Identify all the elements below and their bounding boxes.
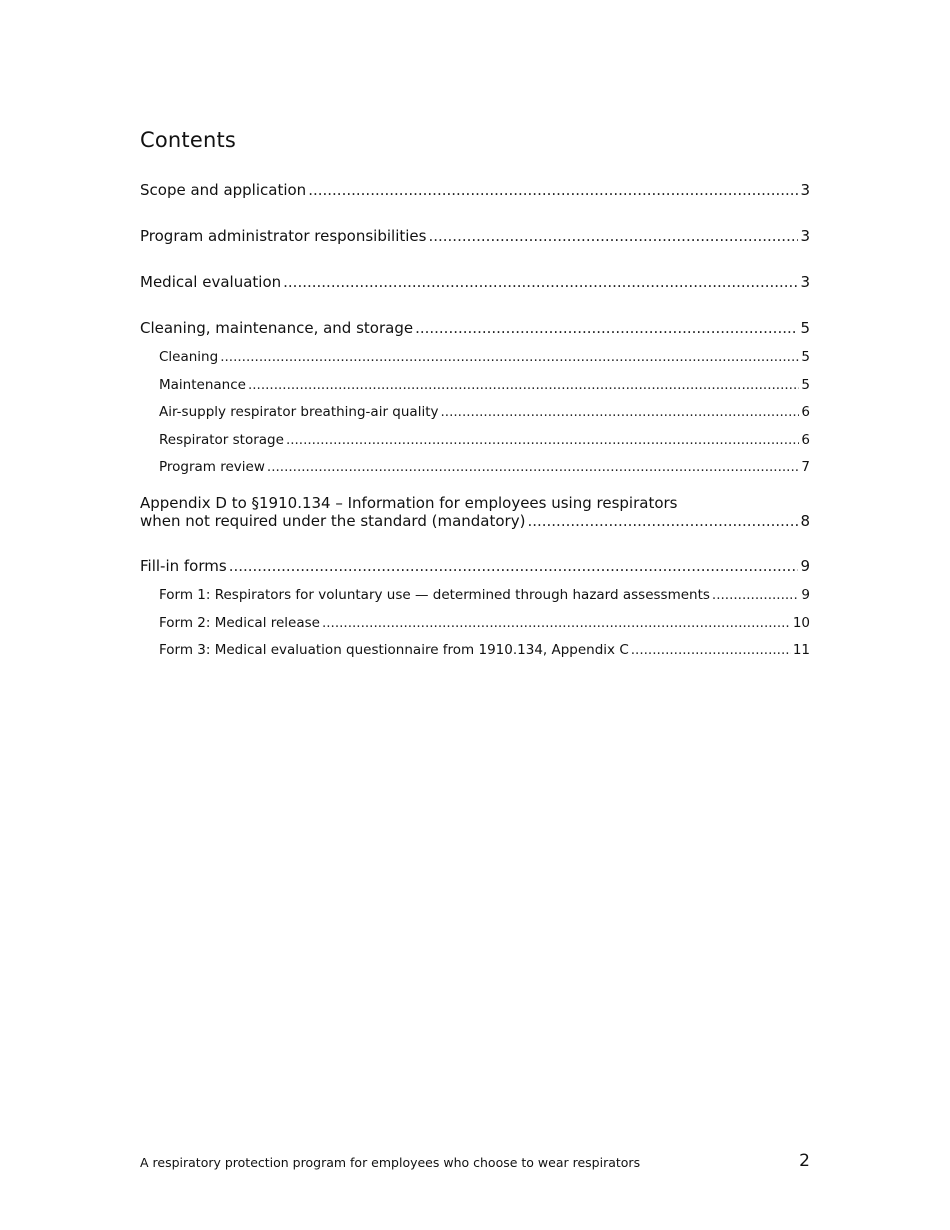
dot-leader: [220, 348, 799, 366]
dot-leader: [286, 431, 799, 449]
dot-leader: [248, 376, 799, 394]
toc-subentry-form-3[interactable]: [140, 641, 810, 659]
footer-page-number: 2: [799, 1151, 810, 1171]
toc-subentry-air-supply-quality[interactable]: [140, 403, 810, 421]
toc-entry-label-line2: when not required under the standard (mandatory): [140, 512, 526, 530]
toc-entry-page: 3: [800, 181, 810, 199]
toc-entry-label: Cleaning, maintenance, and storage: [140, 319, 414, 337]
toc-entry-page: 9: [800, 557, 810, 575]
toc-entry-label: Fill-in forms: [140, 557, 227, 575]
toc-entry-page: 3: [800, 227, 810, 245]
toc-subentry-label: Maintenance: [159, 376, 246, 393]
toc-entry-appendix-d[interactable]: [140, 494, 810, 530]
dot-leader: [415, 318, 798, 338]
toc-subentry-label: Air-supply respirator breathing-air quality: [159, 404, 439, 420]
toc-subentry-page: 10: [792, 614, 810, 631]
toc-subentry-label: Form 1: Respirators for voluntary use — determined through hazard assessments: [159, 587, 710, 603]
toc-subentry-page: 7: [801, 459, 810, 475]
toc-entry-cleaning-maintenance-storage[interactable]: [140, 318, 810, 338]
toc-subentry-cleaning[interactable]: [140, 348, 810, 366]
toc-entry-scope[interactable]: [140, 180, 810, 200]
toc-entry-page: 8: [800, 512, 810, 530]
toc-entry-line2: [140, 512, 810, 530]
dot-leader: [631, 641, 791, 659]
toc-subentry-label: Cleaning: [159, 349, 219, 365]
toc-subentry-page: 5: [801, 349, 810, 365]
toc-subentry-page: 5: [801, 376, 810, 393]
table-of-contents: [140, 180, 810, 669]
document-page: [140, 0, 810, 1230]
toc-entry-label: Program administrator responsibilities: [140, 227, 427, 245]
dot-leader: [229, 556, 799, 576]
toc-entry-label-line1: Appendix D to §1910.134 – Information for employees using respirators: [140, 494, 678, 512]
dot-leader: [283, 272, 798, 292]
toc-subentry-label: Program review: [159, 459, 265, 475]
dot-leader: [322, 614, 791, 632]
toc-subentry-label: Form 2: Medical release: [159, 614, 320, 631]
dot-leader: [527, 512, 798, 530]
toc-subentry-maintenance[interactable]: [140, 376, 810, 394]
toc-subentry-page: 6: [801, 404, 810, 420]
toc-subentry-program-review[interactable]: [140, 458, 810, 476]
toc-subentry-page: 9: [801, 587, 810, 603]
dot-leader: [428, 226, 798, 246]
toc-entry-program-administrator[interactable]: [140, 226, 810, 246]
dot-leader: [308, 180, 798, 200]
toc-subentry-page: 6: [801, 431, 810, 448]
toc-entry-page: 5: [800, 319, 810, 337]
dot-leader: [267, 458, 800, 476]
toc-entry-label: Scope and application: [140, 181, 307, 199]
toc-entry-medical-evaluation[interactable]: [140, 272, 810, 292]
dot-leader: [712, 586, 799, 604]
toc-entry-fill-in-forms[interactable]: [140, 556, 810, 576]
toc-subentry-form-2[interactable]: [140, 614, 810, 632]
footer-title: A respiratory protection program for employees who choose to wear respirators: [140, 1155, 641, 1170]
toc-subentry-page: 11: [792, 642, 810, 658]
toc-entry-label: Medical evaluation: [140, 273, 282, 291]
toc-subentry-label: Respirator storage: [159, 431, 284, 448]
toc-subentry-form-1[interactable]: [140, 586, 810, 604]
toc-subentry-respirator-storage[interactable]: [140, 431, 810, 449]
toc-entry-page: 3: [800, 273, 810, 291]
dot-leader: [440, 403, 799, 421]
toc-title: Contents: [140, 128, 237, 152]
toc-subentry-label: Form 3: Medical evaluation questionnaire from 1910.134, Appendix C: [159, 642, 629, 658]
